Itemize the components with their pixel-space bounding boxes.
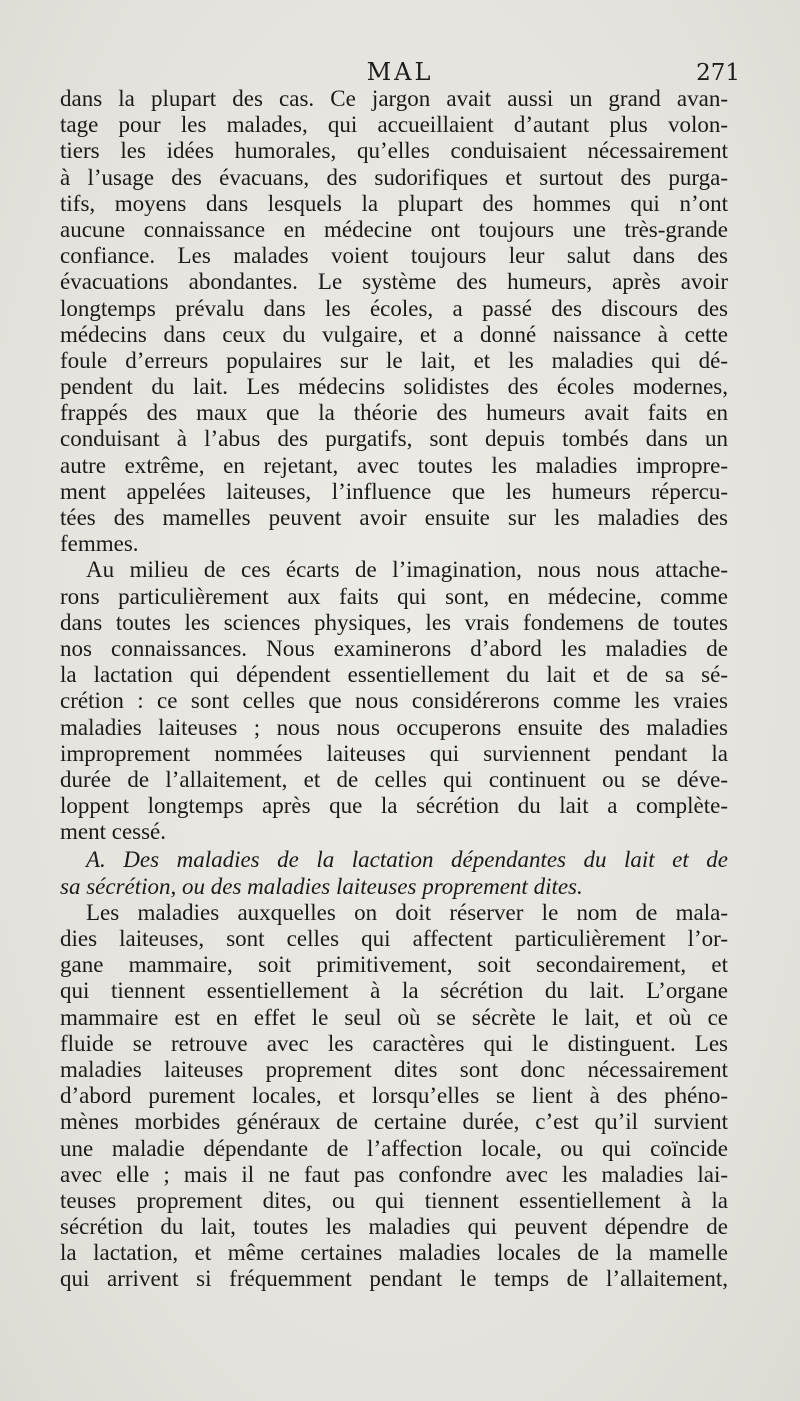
text-line: crétion : ce sont celles que nous considérerons comme les vraies	[60, 688, 728, 714]
text-line: improprement nommées laiteuses qui surviennent pendant la	[60, 740, 728, 766]
text-line: durée de l’allaitement, et de celles qui continuent ou se déve-	[60, 766, 728, 792]
text-line: mènes morbides généraux de certaine durée, c’est qu’il survient	[60, 1109, 728, 1135]
text-line: la lactation, et même certaines maladies locales de la mamelle	[60, 1240, 728, 1266]
text-line: à l’usage des évacuans, des sudorifiques et surtout des purga-	[60, 164, 728, 190]
text-line: qui tiennent essentiellement à la sécrétion du lait. L’organe	[60, 978, 728, 1004]
text-line: autre extrême, en rejetant, avec toutes les maladies impropre-	[60, 452, 728, 478]
text-line: d’abord purement locales, et lorsqu’elles se lient à des phéno-	[60, 1083, 728, 1109]
text-line: dans la plupart des cas. Ce jargon avait aussi un grand avan-	[60, 86, 728, 111]
text-line: tiers les idées humorales, qu’elles conduisaient nécessairement	[60, 138, 728, 164]
text-line: fluide se retrouve avec les caractères qui le distinguent. Les	[60, 1030, 728, 1056]
body-text	[60, 86, 728, 1293]
text-line: femmes.	[60, 531, 139, 557]
text-line: nos connaissances. Nous examinerons d’abord les maladies de	[60, 635, 728, 661]
text-line: Au milieu de ces écarts de l’imagination, nous nous attache-	[86, 557, 728, 583]
text-line: foule d’erreurs populaires sur le lait, et les maladies qui dé-	[60, 347, 728, 373]
text-line: rons particulièrement aux faits qui sont, en médecine, comme	[60, 583, 728, 609]
text-line: médecins dans ceux du vulgaire, et a donné naissance à cette	[60, 321, 728, 347]
text-line: confiance. Les malades voient toujours leur salut dans des	[60, 243, 728, 269]
text-line: la lactation qui dépendent essentiellement du lait et de sa sé-	[60, 662, 728, 688]
text-line: maladies laiteuses ; nous nous occuperons ensuite des maladies	[60, 714, 728, 740]
page-header	[60, 58, 740, 88]
page-number: 271	[696, 60, 740, 86]
section-heading: A. Des maladies de la lactation dépendantes du lait et de	[86, 847, 728, 873]
text-line: tées des mamelles peuvent avoir ensuite sur les maladies des	[60, 505, 728, 530]
text-line: dans toutes les sciences physiques, les vrais fondemens de toutes	[60, 609, 728, 635]
text-line: Les maladies auxquelles on doit réserver le nom de mala-	[86, 899, 728, 925]
text-line: mammaire est en effet le seul où se sécrète le lait, et où ce	[60, 1004, 728, 1030]
running-title: MAL	[366, 58, 434, 86]
text-line: ment cessé.	[60, 819, 167, 845]
text-line: pendent du lait. Les médecins solidistes des écoles modernes,	[60, 374, 728, 400]
text-line: aucune connaissance en médecine ont toujours une très-grande	[60, 216, 728, 242]
text-line: gane mammaire, soit primitivement, soit secondairement, et	[60, 952, 728, 978]
text-line: tifs, moyens dans lesquels la plupart des hommes qui n’ont	[60, 190, 728, 216]
text-line: conduisant à l’abus des purgatifs, sont depuis tombés dans un	[60, 426, 728, 452]
text-line: longtemps prévalu dans les écoles, a passé des discours des	[60, 295, 728, 321]
text-line: maladies laiteuses proprement dites sont donc nécessairement	[60, 1056, 728, 1082]
text-line: sécrétion du lait, toutes les maladies qui peuvent dépendre de	[60, 1214, 728, 1240]
section-heading: sa sécrétion, ou des maladies laiteuses proprement dites.	[60, 873, 583, 899]
text-line: avec elle ; mais il ne faut pas confondre avec les maladies lai-	[60, 1161, 728, 1187]
text-line: teuses proprement dites, ou qui tiennent essentiellement à la	[60, 1187, 728, 1213]
text-line: loppent longtemps après que la sécrétion du lait a complète-	[60, 793, 728, 819]
text-line: qui arrivent si fréquemment pendant le temps de l’allaitement,	[60, 1266, 728, 1292]
text-line: dies laiteuses, sont celles qui affectent particulièrement l’or-	[60, 926, 728, 951]
text-line: ment appelées laiteuses, l’influence que les humeurs répercu-	[60, 478, 728, 504]
text-line: une maladie dépendante de l’affection locale, ou qui coïncide	[60, 1135, 728, 1161]
text-line: frappés des maux que la théorie des humeurs avait faits en	[60, 400, 728, 426]
text-line: évacuations abondantes. Le système des humeurs, après avoir	[60, 269, 728, 295]
text-line: tage pour les malades, qui accueillaient d’autant plus volon-	[60, 112, 728, 138]
